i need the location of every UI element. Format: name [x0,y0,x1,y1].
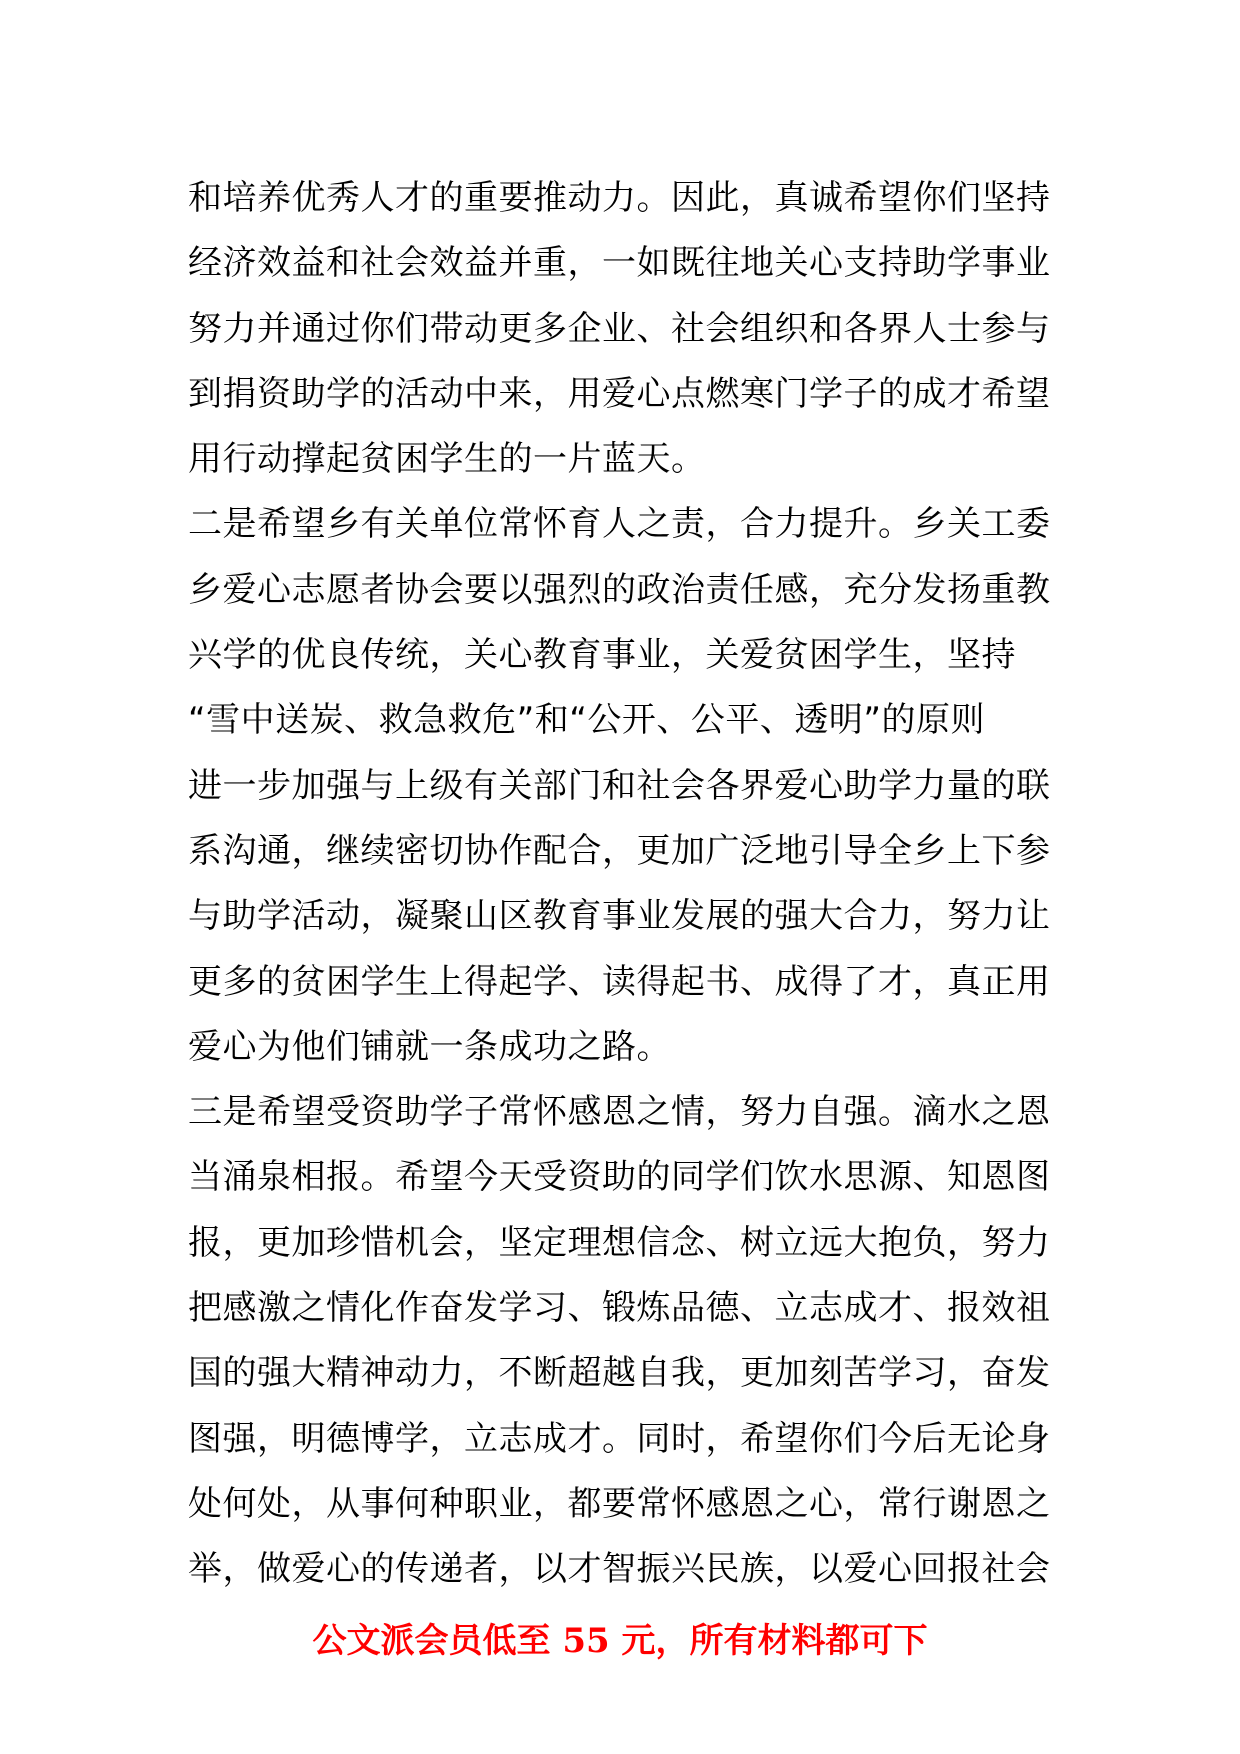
text-line: 系沟通，继续密切协作配合，更加广泛地引导全乡上下参 [188,830,1051,871]
text-line: 更多的贫困学生上得起学、读得起书、成得了才，真正用 [188,961,1051,1002]
text-line: 和培养优秀人才的重要推动力。因此，真诚希望你们坚持 [188,178,1051,218]
text-line: 兴学的优良传统，关心教育事业，关爱贫困学生，坚持 [188,635,1016,676]
text-line: 爱心为他们铺就一条成功之路。 [188,1026,671,1067]
text-line: 把感激之情化作奋发学习、锻炼品德、立志成才、报效祖 [188,1288,1051,1329]
text-line: 当涌泉相报。希望今天受资助的同学们饮水思源、知恩图 [188,1157,1051,1198]
text-line: 用行动撑起贫困学生的一片蓝天。 [188,439,706,480]
text-line: 进一步加强与上级有关部门和社会各界爱心助学力量的联 [188,765,1051,806]
text-line: 努力并通过你们带动更多企业、社会组织和各界人士参与 [188,308,1051,349]
document-body [188,166,1068,1603]
text-line: 举，做爱心的传递者，以才智振兴民族，以爱心回报社会 [188,1549,1051,1590]
text-line: 二是希望乡有关单位常怀育人之责，合力提升。乡关工委 [188,504,1051,545]
text-line: 与助学活动，凝聚山区教育事业发展的强大合力，努力让 [188,896,1051,937]
text-line: 到捐资助学的活动中来，用爱心点燃寒门学子的成才希望 [188,373,1051,414]
text-line: 乡爱心志愿者协会要以强烈的政治责任感，充分发扬重教 [188,569,1051,610]
text-line: 三是希望受资助学子常怀感恩之情，努力自强。滴水之恩 [188,1092,1051,1133]
promo-banner: 公文派会员低至 55 元，所有材料都可下 [312,1621,928,1661]
text-line: 处何处，从事何种职业，都要常怀感恩之心，常行谢恩之 [188,1483,1051,1524]
text-line: 经济效益和社会效益并重，一如既往地关心支持助学事业 [188,243,1051,284]
text-line: 图强，明德博学，立志成才。同时，希望你们今后无论身 [188,1418,1051,1459]
text-line: 报，更加珍惜机会，坚定理想信念、树立远大抱负，努力 [188,1222,1051,1263]
text-line: 国的强大精神动力，不断超越自我，更加刻苦学习，奋发 [188,1353,1051,1394]
text-line: “雪中送炭、救急救危”和“公开、公平、透明”的原则 [188,700,985,741]
